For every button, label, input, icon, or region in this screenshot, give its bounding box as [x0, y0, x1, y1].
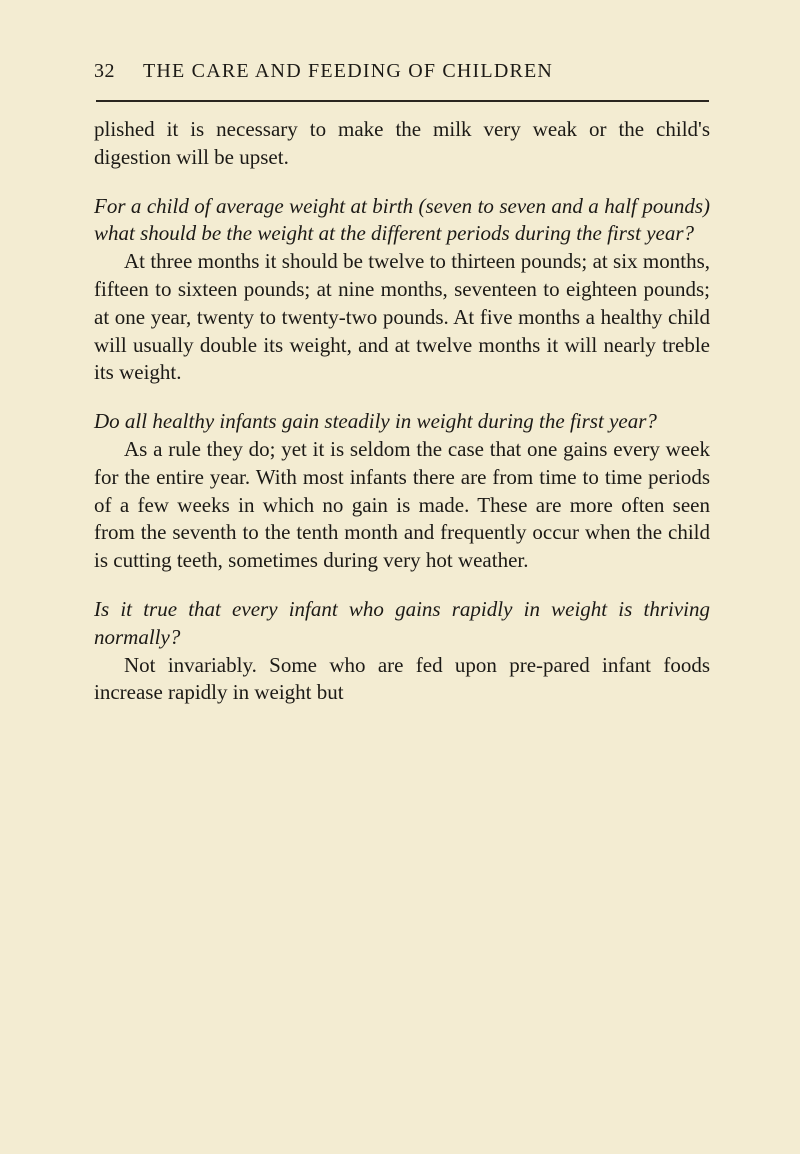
- page-header: [94, 60, 706, 90]
- question-2: Do all healthy infants gain steadily in weight during the first year?: [94, 409, 657, 434]
- question-3: Is it true that every infant who gains rapidly in weight is thriving normally?: [94, 596, 710, 649]
- question-1: For a child of average weight at birth (seven to seven and a half pounds) what should be the weight at the different periods during the first year?: [94, 193, 710, 246]
- page-number: 32: [94, 60, 115, 82]
- answer-3: Not invariably. Some who are fed upon pre-pared infant foods increase rapidly in weight but: [94, 652, 710, 705]
- page-body: [94, 116, 710, 707]
- answer-2: As a rule they do; yet it is seldom the case that one gains every week for the entire year. With most infants there are from time to time periods of a few weeks in which no gain is made. These are more often seen from the seventh to the tenth month and frequently occur when the child is cutting teeth, sometimes during very hot weather.: [94, 436, 710, 573]
- continuation-paragraph: plished it is necessary to make the milk very weak or the child's digestion will be upset.: [94, 117, 710, 169]
- answer-1: At three months it should be twelve to thirteen pounds; at six months, fifteen to sixteen pounds; at nine months, seventeen to eighteen pounds; at one year, twenty to twenty-two pounds. At five months a healthy child will usually double its weight, and at twelve months it will nearly treble its weight.: [94, 249, 710, 385]
- running-title: THE CARE AND FEEDING OF CHILDREN: [143, 60, 554, 82]
- header-rule: [96, 100, 709, 102]
